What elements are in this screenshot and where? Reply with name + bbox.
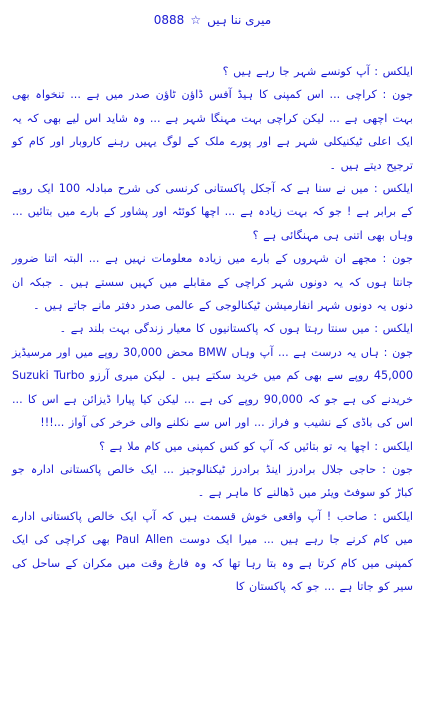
dialogue-text: : میں نے سنا ہے کہ آجکل پاکستانی کرنسی کی شرح مبادلہ 100 ایک روپے کے برابر ہے ! جو کہ بہت زیادہ ہے ... اچھا کوئٹہ اور پشاور کے بارے میں بتائیں ... وہاں بھی اتنی ہی مہنگائی ہے ؟ [12,182,413,242]
dialogue-text: : صاحب ! آپ واقعی خوش قسمت ہیں کہ آپ ایک خالص پاکستانی ادارے میں کام کرنے جا رہے ہیں ... میرا ایک دوست Paul Allen بھی کراچی کی ایک کمپنی میں کام کرتا ہے وہ بتا رہا تھا کہ وہ فارغ وقت میں مکران کے ساحل کی سیر کو جاتا ہے ... جو کہ پاکستان کا [12,509,413,593]
dialogue-text: : میں سنتا رہتا ہوں کہ پاکستانیوں کا معیار زندگی بہت بلند ہے ۔ [59,322,379,336]
page-header [0,13,425,27]
header-title: میری ننا ہیں [207,13,272,27]
dialogue-text: : ہاں یہ درست ہے ... آپ وہاں BMW محض 30,000 روپے میں اور مرسیڈیز 45,000 روپے سے بھی کم میں خرید سکتے ہیں ۔ لیکن میری آرزو Suzuki Turbo خریدنے کی ہے جو کہ 90,000 روپے کی ہے ... لیکن کیا پیارا ڈیزائن ہے اس کا ... اس کی باڈی کے نشیب و فراز ... اور اس سے نکلنے والی خرخر کی آواز ...!!! [12,345,413,430]
dialogue-paragraph [12,83,413,177]
page-number: 0888 [153,13,185,27]
speaker-name: جون [392,462,413,476]
speaker-name: ایلکس [382,65,413,78]
speaker-name: ایلکس [382,182,413,196]
dialogue-text: : کراچی ... اس کمپنی کا ہیڈ آفس ڈاؤن ٹاؤن صدر میں ہے ... تنخواہ بھی بہت اچھی ہے ... لیکن کراچی بہت مہنگا شہر ہے ... وہ شاید اس لیے بھی کہ یہ ایک اعلی ٹیکنیکلی شہر ہے اور پورے ملک کے لوگ یہیں رہنے کاروبار اور کام کو ترجیح دیتے ہیں ۔ [12,88,413,172]
dialogue-text: : اچھا یہ تو بتائیں کہ آپ کو کس کمپنی میں کام ملا ہے ؟ [99,439,379,453]
dialogue-text: : مجھے ان شہروں کے بارے میں زیادہ معلومات نہیں ہے ... البتہ اتنا ضرور جانتا ہوں کہ یہ دونوں شہر کراچی کے مقابلے میں کہیں سستے ہیں ۔ جبکہ ان دنوں یہ دونوں شہر انفارمیشن ٹیکنالوجی کے عالمی صدر دفتر مانے جاتے ہیں ۔ [12,252,413,313]
dialogue-paragraph [12,458,413,505]
dialogue-paragraph [12,60,413,83]
dialogue-text: : حاجی جلال برادرز اینڈ برادرز ٹیکنالوجیز ... ایک خالص پاکستانی ادارہ جو کباڑ کو سوفٹ ویئر میں ڈھالنے کا ماہر ہے ۔ [12,462,413,500]
dialogue-paragraph [12,247,413,317]
speaker-name: جون [392,345,414,359]
star-icon: ☆ [190,13,202,27]
speaker-name: ایلکس [382,322,413,336]
dialogue-paragraph [12,177,413,247]
speaker-name: ایلکس [382,439,413,453]
dialogue-body [12,60,413,598]
dialogue-paragraph [12,341,413,435]
dialogue-paragraph [12,435,413,458]
dialogue-paragraph [12,317,413,340]
speaker-name: جون [392,252,413,266]
speaker-name: ایلکس [382,509,414,523]
dialogue-paragraph [12,505,413,599]
dialogue-text: : آپ کونسے شہر جا رہے ہیں ؟ [222,65,379,78]
speaker-name: جون [392,88,413,102]
